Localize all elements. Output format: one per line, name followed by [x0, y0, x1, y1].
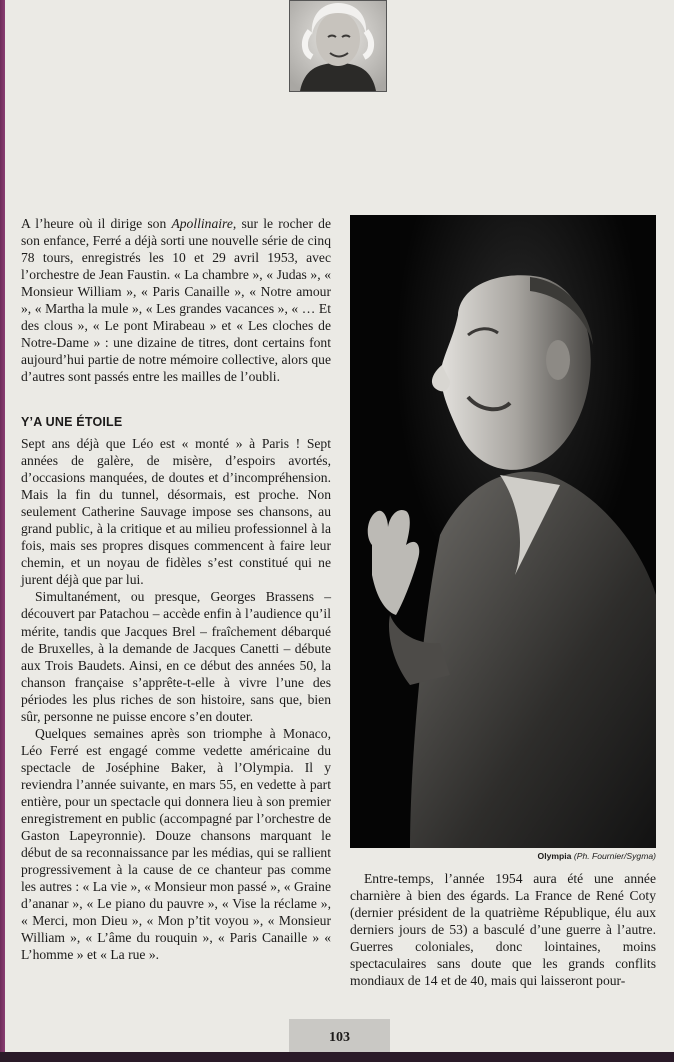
left-column-body — [21, 435, 331, 963]
page-number: 103 — [329, 1030, 350, 1045]
section-heading: Y’A UNE ÉTOILE — [21, 415, 123, 429]
portrait-thumbnail — [289, 0, 387, 92]
right-column-body — [350, 870, 656, 989]
intro-paragraph: A l’heure où il dirige son Apollinaire, sur le rocher de son enfance, Ferré a déjà sorti une nouvelle série de cinq 78 tours, enregistrés les 10 et 29 avril 1953, avec l’orchestre de Jean Faustin. « La chambre », « Judas », « Monsieur William », « Paris Canaille », « Notre amour », « Martha la mule », « Les grandes vacances », « … Et des clous », « Le pont Mirabeau » et « Les cloches de Notre-Dame » : une dizaine de titres, dont certains font aujourd’hui partie de notre mémoire collective, alors que d’autres sont passés entre les mailles de l’oubli. — [21, 216, 332, 385]
caption-place: Olympia — [537, 851, 572, 861]
page-bottom-strip — [0, 1052, 674, 1062]
performer-photo — [350, 215, 656, 848]
body-paragraph: Sept ans déjà que Léo est « monté » à Paris ! Sept années de galère, de misère, d’espoirs avortés, d’occasions manquées, de doutes et d’incompréhension. Mais la fin du tunnel, désormais, est proche. Non seulement Catherine Sauvage impose ses chansons, au grand public, à la critique et au milieu professionnel à la fois, mais ses propres disques commencent à faire leur chemin, et un noyau de fidèles s’est constitué qui ne jurent déjà que par lui. — [21, 436, 331, 588]
caption-credit: (Ph. Fournier/Sygma) — [573, 851, 656, 861]
emphasis-title: Apollinaire — [171, 216, 233, 231]
body-paragraph: Simultanément, ou presque, Georges Brassens – découvert par Patachou – accède enfin à l’audience qu’il mérite, tandis que Jacques Brel – fraîchement débarqué de Bruxelles, à la demande de Jacques Canetti – débute aux Trois Baudets. Ainsi, en ce début des années 50, la chanson française s’apprête-t-elle à vivre l’une des périodes les plus riches de son histoire, sans que, bien sûr, personne ne puisse encore s’en douter. — [21, 589, 331, 724]
photo-caption — [350, 851, 656, 861]
body-paragraph: Entre-temps, l’année 1954 aura été une année charnière à bien des égards. La France de René Coty (dernier président de la quatrième République, élu aux derniers jours de 53) a basculé d’une guerre à l’autre. Guerres coloniales, donc lointaines, moins spectaculaires sans doute que les grands conflits mondiaux de 14 et de 40, mais qui laisseront pour- — [350, 871, 656, 989]
page-edge-strip — [0, 0, 5, 1062]
body-paragraph: Quelques semaines après son triomphe à Monaco, Léo Ferré est engagé comme vedette américaine du spectacle de Joséphine Baker, à l’Olympia. Il y reviendra l’année suivante, en mars 55, en vedette à part entière, pour un spectacle qui donnera lieu à son premier enregistrement en public (accompagné par l’orchestre de Gaston Lapeyronnie). Douze chansons marquant le début de sa reconnaissance par les médias, qui se rallient progressivement à la cause de ce chanteur pas comme les autres : « La vie », « Monsieur mon passé », « Graine d’ananar », « Le piano du pauvre », « Vise la réclame », « Merci, mon Dieu », « Mon p’tit voyou », « Monsieur William », « L’âme du rouquin », « Paris Canaille » « L’homme » et « La rue ». — [21, 725, 331, 963]
